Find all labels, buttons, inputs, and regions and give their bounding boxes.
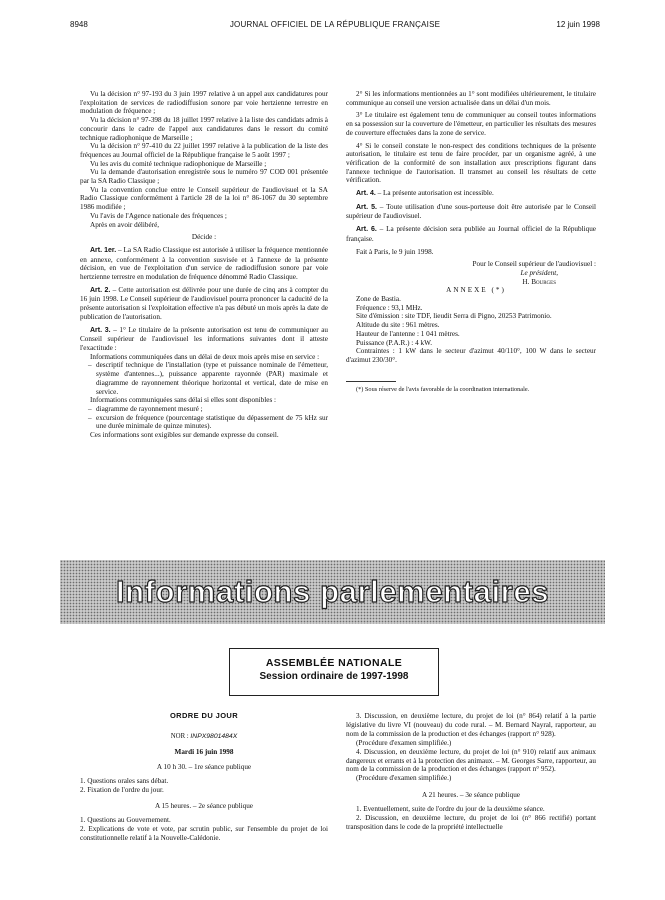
article-5-label: Art. 5. xyxy=(356,203,377,211)
agenda-item: 2. Discussion, en deuxième lecture, du projet de loi (n° 866 rectifié) portant transposition dans le code de la propriété intellectuelle xyxy=(346,814,596,831)
left-column xyxy=(80,90,328,440)
assemblee-title: ASSEMBLÉE NATIONALE xyxy=(265,657,403,669)
list-item: – descriptif technique de l'installation (type et puissance nominale de l'émetteur, système d'antennes...), puissance apparente rayonnée (PAR) maximale et diagramme de rayonnement théorique horizontal et vertical, date de mise en service. xyxy=(80,361,328,396)
vu-paragraph: Vu l'avis de l'Agence nationale des fréquences ; xyxy=(90,211,227,220)
article-6-text: – La présente décision sera publiée au Journal officiel de la République française. xyxy=(346,225,596,243)
agenda-item: 1. Eventuellement, suite de l'ordre du jour de la deuxième séance. xyxy=(356,805,545,814)
issue-date: 12 juin 1998 xyxy=(556,20,600,29)
article-2-label: Art. 2. xyxy=(90,286,111,294)
decide-heading: Décide : xyxy=(191,233,217,242)
article-2 xyxy=(80,286,328,322)
article-3 xyxy=(80,326,328,353)
article-4 xyxy=(346,189,596,199)
vu-paragraph: Vu la demande d'autorisation enregistrée sous le numéro 97 COD 001 présentée par la SA Radio Classique ; xyxy=(80,168,328,186)
fait-a-paris: Fait à Paris, le 9 juin 1998. xyxy=(356,247,434,256)
list-item: – excursion de fréquence (pourcentage statistique du dépassement de 75 kHz sur une durée minimale de quinze minutes). xyxy=(80,414,328,431)
vu-paragraph: Vu la convention conclue entre le Conseil supérieur de l'audiovisuel et la SA Radio Classique conformément à l'article 28 de la loi n° 86-1067 du 30 septembre 1986 modifiée ; xyxy=(80,185,328,212)
page-header xyxy=(70,20,600,36)
nor-reference xyxy=(80,733,328,742)
vu-paragraph: Vu la décision n° 97-398 du 18 juillet 1997 relative à la liste des candidats admis à concourir dans le cadre de l'appel aux candidatures dans le ressort du comité technique radiophonique de Marseille ; xyxy=(80,116,328,142)
article-1-label: Art. 1er. xyxy=(90,246,117,254)
article-1 xyxy=(80,246,328,282)
article-3-label: Art. 3. xyxy=(90,326,111,334)
session-heading: A 21 heures. – 3e séance publique xyxy=(422,791,520,800)
signatory: H. Bourges xyxy=(522,277,556,286)
agenda-right-column xyxy=(346,712,596,832)
agenda-item: 1. Questions orales sans débat. xyxy=(80,776,169,785)
annexe-title: ANNEXE (*) xyxy=(446,286,506,295)
agenda-date: Mardi 16 juin 1998 xyxy=(174,747,234,756)
vu-paragraph: Vu les avis du comité technique radiophonique de Marseille ; xyxy=(90,159,267,168)
session-heading: A 15 heures. – 2e séance publique xyxy=(155,802,253,811)
agenda-item: 2. Explications de vote et vote, par scrutin public, sur l'ensemble du projet de loi constitutionnelle relatif à la Nouvelle-Calédonie. xyxy=(80,825,328,843)
agenda-left-column xyxy=(80,712,328,843)
article-6-label: Art. 6. xyxy=(356,226,377,234)
procedure-note: (Procédure d'examen simplifiée.) xyxy=(356,738,452,747)
list-item: – diagramme de rayonnement mesuré ; xyxy=(80,405,328,414)
annexe-line: Hauteur de l'antenne : 1 041 mètres. xyxy=(356,329,460,338)
procedure-note: (Procédure d'examen simplifiée.) xyxy=(356,774,452,783)
agenda-item: 2. Fixation de l'ordre du jour. xyxy=(80,785,164,794)
annexe-line: Fréquence : 93,1 MHz. xyxy=(356,303,423,312)
article-6 xyxy=(346,225,596,243)
annexe-line: Altitude du site : 961 mètres. xyxy=(356,321,440,330)
article-4-text: – La présente autorisation est incessible. xyxy=(375,189,494,198)
agenda-item: 4. Discussion, en deuxième lecture, du projet de loi (n° 910) relatif aux animaux dangereux et errants et à la protection des animaux. – M. Georges Sarre, rapporteur, au nom de la commission de la production et des échanges (rapport n° 952). xyxy=(346,747,596,774)
annexe-line: Zone de Bastia. xyxy=(356,295,401,304)
article-4-label: Art. 4. xyxy=(356,190,376,198)
agenda-item: 3. Discussion, en deuxième lecture, du projet de loi (n° 864) relatif à la partie législative du livre VI (nouveau) du code rural. – M. Bernard Nayral, rapporteur, au nom de la commission de la production et des échanges (rapport n° 928). xyxy=(346,712,596,738)
vu-paragraph: Après en avoir délibéré, xyxy=(90,220,160,229)
article-1-text: – La SA Radio Classique est autorisée à utiliser la fréquence mentionnée en annexe, conformément à la convention susvisée et à l'annexe de la présente décision, en vue de l'exploitation d'un service de radiodiffusion sonore par voie hertzienne terrestre en modulation de fréquence dénommé Radio Classique. xyxy=(80,245,328,282)
vu-paragraph: Vu la décision n° 97-193 du 3 juin 1997 relative à un appel aux candidatures pour l'exploitation de services de radiodiffusion sonore par voie hertzienne terrestre en modulation de fréquence ; xyxy=(80,90,328,116)
president-title: Le président, xyxy=(520,268,558,277)
annexe-line: Puissance (P.A.R.) : 4 kW. xyxy=(356,338,432,347)
footnote: (*) Sous réserve de l'avis favorable de la coordination internationale. xyxy=(356,385,530,393)
article-3-text: – 1° Le titulaire de la présente autorisation est tenu de communiquer au Conseil supérieur de l'audiovisuel les informations suivantes dont il atteste l'exactitude : xyxy=(80,325,328,352)
annexe-line: Contraintes : 1 kW dans le secteur d'azimut 40/110°, 100 W dans le secteur d'azimut 230/30°. xyxy=(346,347,596,364)
info-on-request: Ces informations sont exigibles sur demande expresse du conseil. xyxy=(90,431,279,440)
paragraph-4: 4° Si le conseil constate le non-respect des conditions techniques de la présente autorisation, le titulaire est tenu de faire procéder, par un organisme agréé, à une vérification de la conformité de son installation aux prescriptions figurant dans l'annexe technique de l'autorisation. Il transmet au conseil les résultats de cette vérification. xyxy=(346,141,596,185)
article-5 xyxy=(346,203,596,221)
info-without-delay: Informations communiquées sans délai si elles sont disponibles : xyxy=(90,396,277,405)
agenda-item: 1. Questions au Gouvernement. xyxy=(80,816,171,825)
section-banner xyxy=(60,560,605,624)
journal-title: JOURNAL OFFICIEL DE LA RÉPUBLIQUE FRANÇAISE xyxy=(229,20,441,29)
info-two-months: Informations communiquées dans un délai de deux mois après mise en service : xyxy=(90,352,320,361)
vu-paragraph: Vu la décision n° 97-410 du 22 juillet 1997 relative à la publication de la liste des fréquences au Journal officiel de la République française le 5 août 1997 ; xyxy=(80,142,328,159)
nor-label: NOR : xyxy=(170,732,191,740)
paragraph-3: 3° Le titulaire est également tenu de communiquer au conseil toutes informations en sa possession sur la couverture de l'émetteur, en particulier les résultats des mesures de couverture effectuées dans la zone de service. xyxy=(346,111,596,137)
assemblee-box xyxy=(229,648,439,696)
banner-title: Informations parlementaires xyxy=(115,574,550,609)
footnote-divider xyxy=(346,381,396,382)
page-number: 8948 xyxy=(70,20,88,29)
session-heading: A 10 h 30. – 1re séance publique xyxy=(156,762,252,771)
paragraph-2: 2° Si les informations mentionnées au 1° sont modifiées ultérieurement, le titulaire communique au conseil une version actualisée dans un délai d'un mois. xyxy=(346,90,596,107)
pour-le-conseil: Pour le Conseil supérieur de l'audiovisuel : xyxy=(472,260,596,269)
session-title: Session ordinaire de 1997-1998 xyxy=(259,671,409,682)
right-column xyxy=(346,90,596,394)
article-2-text: – Cette autorisation est délivrée pour une durée de cinq ans à compter du 16 juin 1998. Le Conseil supérieur de l'audiovisuel pourra prononcer la caducité de la présente autorisation si l'exploitation effective n'a pas débuté un mois après la date de publication de l'autorisation. xyxy=(80,285,328,321)
article-5-text: – Toute utilisation d'une sous-porteuse doit être autorisée par le Conseil supérieur de l'audiovisuel. xyxy=(346,202,596,221)
nor-code: INPX9801484X xyxy=(190,732,238,740)
agenda-title: ORDRE DU JOUR xyxy=(169,711,239,720)
annexe-line: Site d'émission : site TDF, lieudit Serra di Pigno, 20253 Patrimonio. xyxy=(356,312,552,321)
